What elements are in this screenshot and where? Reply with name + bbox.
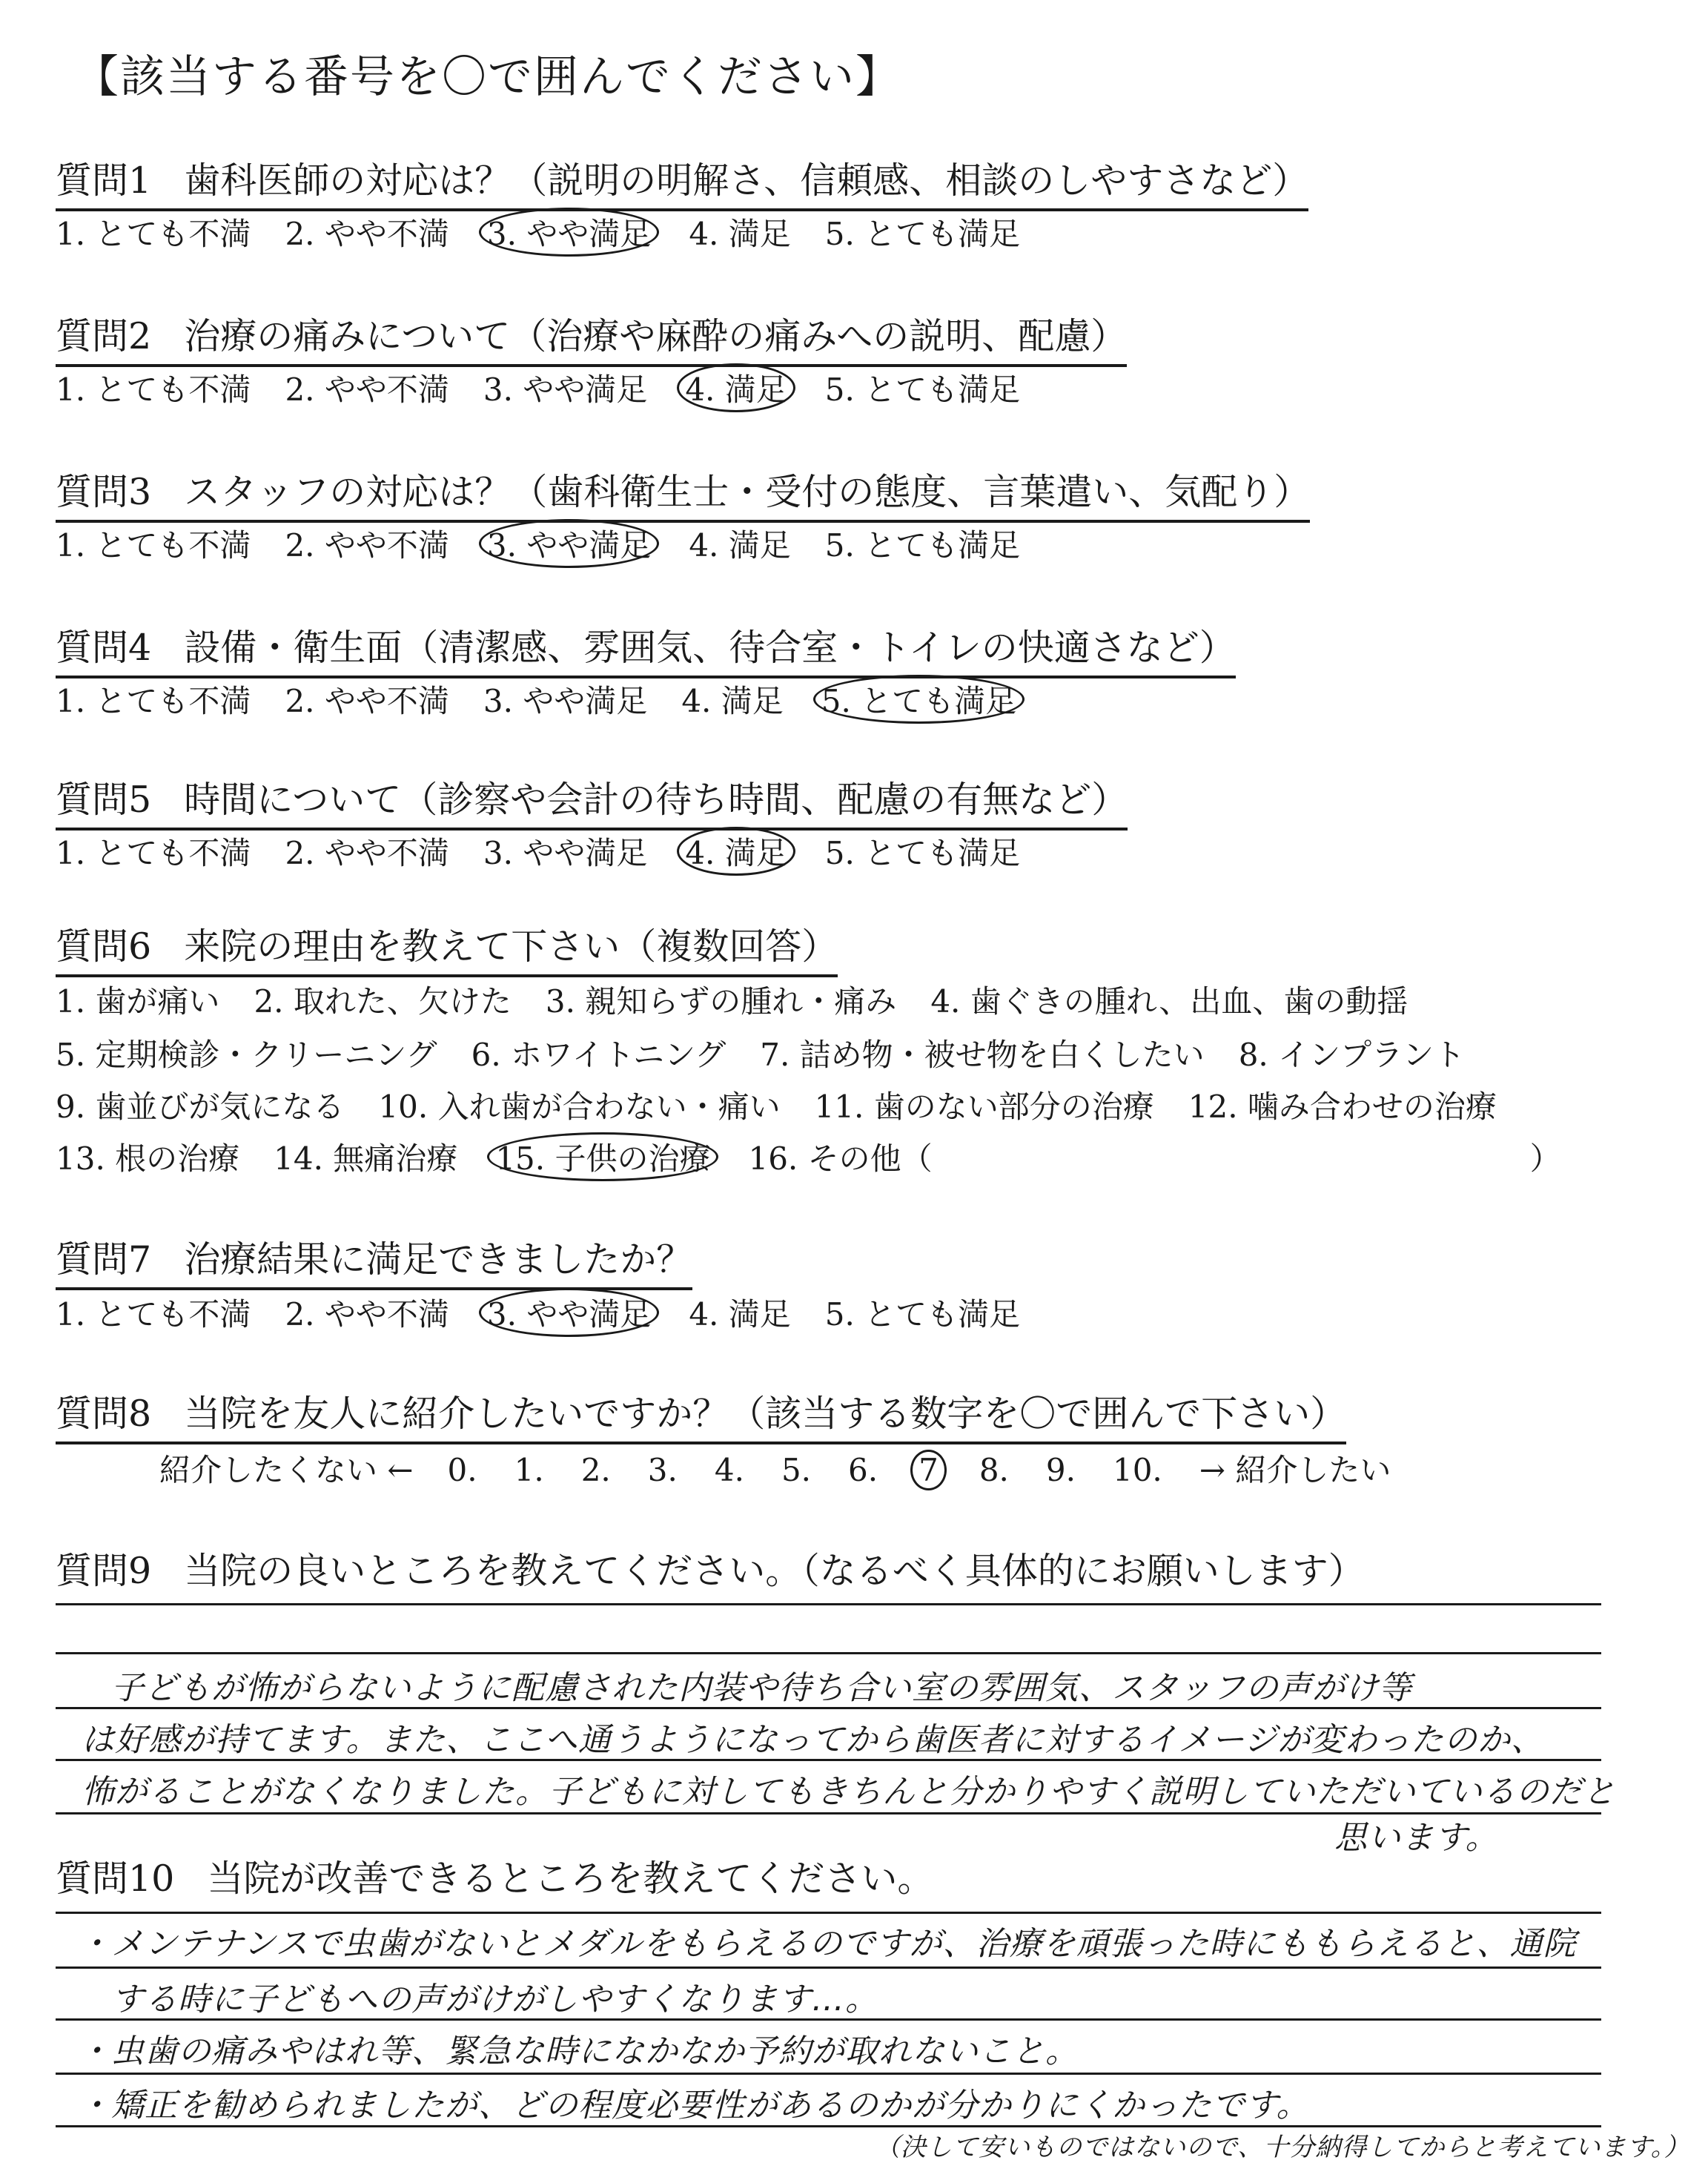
q1-option[interactable] bbox=[285, 210, 448, 254]
q9-answer-line: 子どもが怖がらないように配慮された内装や待ち合い室の雰囲気、スタッフの声がけ等 bbox=[111, 1669, 1412, 1707]
q6-options-row bbox=[56, 977, 1442, 1022]
q6-option-label: 4. 歯ぐきの腫れ、出血、歯の動揺 bbox=[930, 983, 1409, 1020]
q3-option-label: 1. とても不満 bbox=[56, 527, 251, 564]
q8-scale-value[interactable] bbox=[514, 1452, 544, 1488]
q7-option[interactable] bbox=[56, 1290, 251, 1335]
q3-option[interactable] bbox=[56, 521, 251, 566]
q8-scale-value[interactable] bbox=[979, 1452, 1009, 1488]
q3-heading bbox=[56, 463, 1310, 523]
q6-option-label: 1. 歯が痛い bbox=[56, 983, 220, 1020]
q8-scale-value[interactable] bbox=[1113, 1452, 1162, 1488]
q5-option-label: 1. とても不満 bbox=[56, 835, 251, 871]
q8-scale-value[interactable] bbox=[781, 1452, 811, 1488]
q3-option-label: 4. 満足 bbox=[689, 527, 791, 564]
q6-option[interactable] bbox=[56, 1083, 344, 1127]
q5-option-label: 2. やや不満 bbox=[285, 835, 449, 871]
q10-answer-line: する時に子どもへの声がけがしやすくなります…。 bbox=[111, 1981, 878, 2018]
q6-option[interactable] bbox=[1188, 1083, 1497, 1127]
q6-option[interactable] bbox=[930, 977, 1408, 1022]
q8-left-label: 紹介したくない ← bbox=[159, 1452, 414, 1488]
q2-option[interactable] bbox=[825, 366, 1020, 410]
q5-option[interactable] bbox=[56, 829, 251, 874]
q3-option-label: 3. やや満足 bbox=[479, 519, 659, 568]
q9-rule bbox=[56, 1603, 1601, 1605]
q6-option-label: 16. その他（ bbox=[748, 1140, 933, 1177]
q1-option[interactable] bbox=[56, 210, 251, 254]
q2-option-label: 5. とても満足 bbox=[824, 371, 1021, 408]
q2-option[interactable] bbox=[285, 366, 448, 410]
q4-option[interactable] bbox=[56, 677, 251, 721]
q8-scale-value[interactable] bbox=[848, 1452, 878, 1488]
q8-scale-label: 10. bbox=[1112, 1452, 1162, 1488]
q10-number: 質問10 bbox=[56, 1857, 175, 1900]
q6-option[interactable] bbox=[748, 1135, 932, 1179]
q4-option[interactable] bbox=[681, 677, 783, 721]
q8-scale-label: 7 bbox=[910, 1450, 947, 1490]
q2-option-label: 4. 満足 bbox=[677, 363, 795, 412]
q2-option-label: 1. とても不満 bbox=[56, 371, 251, 408]
q2-options bbox=[56, 366, 1054, 410]
q1-option-label: 5. とても満足 bbox=[824, 216, 1021, 252]
q5-option-circled[interactable] bbox=[681, 831, 790, 871]
q4-option-label: 2. やや不満 bbox=[285, 683, 449, 719]
q6-other-close-paren: ） bbox=[1529, 1140, 1561, 1177]
q8-scale-value[interactable] bbox=[648, 1452, 678, 1488]
q6-option-label: 2. 取れた、欠けた bbox=[254, 983, 512, 1020]
q1-number: 質問1 bbox=[56, 159, 152, 202]
q7-option[interactable] bbox=[285, 1290, 448, 1335]
q3-option-circled[interactable] bbox=[483, 524, 655, 564]
q6-options-row bbox=[56, 1135, 1595, 1179]
q8-scale-label: 5. bbox=[781, 1452, 812, 1488]
q7-option-label: 3. やや満足 bbox=[479, 1288, 659, 1337]
q10-heading bbox=[56, 1850, 933, 1902]
q3-number: 質問3 bbox=[56, 471, 152, 513]
q10-rule bbox=[56, 1912, 1601, 1914]
q10-answer-line: ・虫歯の痛みやはれ等、緊急な時になかなか予約が取れないこと。 bbox=[78, 2032, 1079, 2070]
q9-number: 質問9 bbox=[56, 1550, 152, 1592]
q1-option[interactable] bbox=[825, 210, 1020, 254]
q6-option-label: 3. 親知らずの腫れ・痛み bbox=[545, 983, 897, 1020]
q7-option-label: 1. とても不満 bbox=[56, 1296, 251, 1333]
q4-option[interactable] bbox=[483, 677, 647, 721]
q2-option-circled[interactable] bbox=[681, 368, 790, 408]
q3-option[interactable] bbox=[689, 521, 790, 566]
q8-scale-label: 1. bbox=[514, 1452, 544, 1488]
q5-text: 時間について（診察や会計の待ち時間、配慮の有無など） bbox=[184, 779, 1128, 821]
q8-scale-label: 9. bbox=[1045, 1452, 1076, 1488]
q6-option-label: 6. ホワイトニング bbox=[471, 1037, 726, 1073]
q3-options bbox=[56, 521, 1054, 566]
q4-option[interactable] bbox=[285, 677, 448, 721]
q6-option[interactable] bbox=[56, 1031, 437, 1075]
q4-heading bbox=[56, 619, 1236, 678]
q7-option[interactable] bbox=[689, 1290, 790, 1335]
q2-number: 質問2 bbox=[56, 315, 152, 357]
q5-option-label: 5. とても満足 bbox=[824, 835, 1021, 871]
q9-answer-line: 思います。 bbox=[1334, 1819, 1499, 1857]
q6-option-label: 9. 歯並びが気になる bbox=[56, 1089, 345, 1125]
q10-answer-note: （決して安いものではないので、十分納得してからと考えています。） bbox=[875, 2133, 1690, 2162]
q6-text: 来院の理由を教えて下さい（複数回答） bbox=[184, 925, 838, 968]
q6-number: 質問6 bbox=[56, 925, 152, 968]
q6-option[interactable] bbox=[546, 977, 896, 1022]
q1-option-label: 2. やや不満 bbox=[285, 216, 449, 252]
q5-option-label: 4. 満足 bbox=[677, 827, 795, 876]
q1-option-label: 4. 満足 bbox=[689, 216, 791, 252]
q4-option-label: 4. 満足 bbox=[681, 683, 784, 719]
q6-heading bbox=[56, 918, 838, 977]
q8-scale-row bbox=[159, 1446, 1425, 1490]
q6-option-label: 14. 無痛治療 bbox=[274, 1140, 458, 1177]
q1-option-label: 3. やや満足 bbox=[479, 208, 659, 257]
q3-option[interactable] bbox=[285, 521, 448, 566]
q2-heading bbox=[56, 308, 1127, 367]
q5-number: 質問5 bbox=[56, 779, 152, 821]
q10-answer-line: ・メンテナンスで虫歯がないとメダルをもらえるのですが、治療を頑張った時にももらえると、通院 bbox=[78, 1925, 1577, 1963]
q6-option[interactable] bbox=[378, 1083, 780, 1127]
q7-number: 質問7 bbox=[56, 1238, 152, 1281]
q5-option[interactable] bbox=[483, 829, 647, 874]
q8-heading bbox=[56, 1385, 1346, 1444]
q10-text: 当院が改善できるところを教えてください。 bbox=[207, 1857, 934, 1900]
q6-option-label: 13. 根の治療 bbox=[56, 1140, 240, 1177]
q8-scale-value[interactable] bbox=[581, 1452, 611, 1488]
q6-option[interactable] bbox=[56, 1135, 239, 1179]
q7-option-label: 5. とても満足 bbox=[824, 1296, 1021, 1333]
q4-option-circled[interactable] bbox=[818, 679, 1020, 719]
q7-option-label: 4. 満足 bbox=[689, 1296, 791, 1333]
q3-option-label: 5. とても満足 bbox=[824, 527, 1021, 564]
q6-option-label: 5. 定期検診・クリーニング bbox=[56, 1037, 437, 1073]
q6-option[interactable] bbox=[254, 977, 511, 1022]
q7-heading bbox=[56, 1231, 692, 1290]
q5-options bbox=[56, 829, 1054, 874]
q6-option-label: 11. 歯のない部分の治療 bbox=[814, 1089, 1154, 1125]
q8-scale-label: 6. bbox=[848, 1452, 878, 1488]
q6-option[interactable] bbox=[1239, 1031, 1465, 1075]
q10-rule bbox=[56, 1966, 1601, 1969]
q2-text: 治療の痛みについて（治療や麻酔の痛みへの説明、配慮） bbox=[184, 315, 1128, 357]
q1-text: 歯科医師の対応は？（説明の明解さ、信頼感、相談のしやすさなど） bbox=[184, 159, 1309, 202]
q5-option[interactable] bbox=[825, 829, 1020, 874]
q7-option-circled[interactable] bbox=[483, 1292, 655, 1333]
q6-option-label: 8. インプラント bbox=[1238, 1037, 1466, 1073]
q4-options bbox=[56, 677, 1054, 721]
q5-option[interactable] bbox=[285, 829, 448, 874]
q6-option-label: 7. 詰め物・被せ物を白くしたい bbox=[760, 1037, 1205, 1073]
q7-text: 治療結果に満足できましたか？ bbox=[184, 1238, 693, 1281]
q6-options-row bbox=[56, 1083, 1531, 1127]
q8-scale-label: 8. bbox=[979, 1452, 1009, 1488]
q10-answer-line: ・矯正を勧められましたが、どの程度必要性があるのかが分かりにくかったです。 bbox=[78, 2087, 1310, 2124]
q9-answer-line: 怖がることがなくなりました。子どもに対してもきちんと分かりやすく説明していただいているのだと bbox=[82, 1773, 1616, 1811]
q3-option-label: 2. やや不満 bbox=[285, 527, 449, 564]
q1-options bbox=[56, 210, 1054, 254]
q6-option[interactable] bbox=[274, 1135, 457, 1179]
q6-option[interactable] bbox=[56, 977, 219, 1022]
q6-option-circled[interactable] bbox=[491, 1137, 714, 1177]
q7-option[interactable] bbox=[825, 1290, 1020, 1335]
q3-text: スタッフの対応は？（歯科衛生士・受付の態度、言葉遣い、気配り） bbox=[184, 471, 1311, 513]
q8-right-label: → 紹介したい bbox=[1199, 1452, 1391, 1488]
q7-option-label: 2. やや不満 bbox=[285, 1296, 449, 1333]
q8-scale-value[interactable] bbox=[1046, 1452, 1076, 1488]
q7-options bbox=[56, 1290, 1054, 1335]
q6-option-label: 10. 入れ歯が合わない・痛い bbox=[378, 1089, 781, 1125]
q9-heading bbox=[56, 1542, 1365, 1594]
q8-text: 当院を友人に紹介したいですか？（該当する数字を〇で囲んで下さい） bbox=[184, 1393, 1347, 1435]
q8-scale-label: 2. bbox=[580, 1452, 611, 1488]
q5-option-label: 3. やや満足 bbox=[483, 835, 648, 871]
q2-option-label: 2. やや不満 bbox=[285, 371, 449, 408]
page-title: 【該当する番号を〇で囲んでください】 bbox=[74, 51, 901, 103]
q8-scale-value[interactable] bbox=[448, 1452, 477, 1488]
q8-scale-label: 4. bbox=[714, 1452, 744, 1488]
q4-number: 質問4 bbox=[56, 627, 152, 669]
q2-option-label: 3. やや満足 bbox=[483, 371, 648, 408]
q2-option[interactable] bbox=[56, 366, 251, 410]
q8-number: 質問8 bbox=[56, 1393, 152, 1435]
q6-option[interactable] bbox=[760, 1031, 1204, 1075]
q9-text: 当院の良いところを教えてください。（なるべく具体的にお願いします） bbox=[184, 1550, 1365, 1592]
q10-rule bbox=[56, 2073, 1601, 2075]
q6-option-label: 12. 噛み合わせの治療 bbox=[1188, 1089, 1497, 1125]
q8-scale-label: 0. bbox=[447, 1452, 477, 1488]
q2-option[interactable] bbox=[483, 366, 647, 410]
q8-scale-label: 3. bbox=[647, 1452, 678, 1488]
q6-option[interactable] bbox=[815, 1083, 1154, 1127]
q9-answer-line: は好感が持てます。また、ここへ通うようになってから歯医者に対するイメージが変わったのか、 bbox=[82, 1721, 1544, 1759]
q6-option[interactable] bbox=[471, 1031, 726, 1075]
q4-option-label: 1. とても不満 bbox=[56, 683, 251, 719]
q4-option-label: 5. とても満足 bbox=[813, 675, 1025, 724]
q3-option[interactable] bbox=[825, 521, 1020, 566]
q8-scale-value-circled[interactable] bbox=[915, 1452, 942, 1488]
q1-option-label: 1. とても不満 bbox=[56, 216, 251, 252]
q4-option-label: 3. やや満足 bbox=[483, 683, 648, 719]
q4-text: 設備・衛生面（清潔感、雰囲気、待合室・トイレの快適さなど） bbox=[184, 627, 1236, 669]
q1-option[interactable] bbox=[689, 210, 790, 254]
q6-option-label: 15. 子供の治療 bbox=[487, 1132, 718, 1181]
q8-scale-value[interactable] bbox=[715, 1452, 744, 1488]
q9-rule bbox=[56, 1652, 1601, 1654]
q1-heading bbox=[56, 152, 1308, 211]
q6-options-row bbox=[56, 1031, 1499, 1075]
q5-heading bbox=[56, 771, 1128, 830]
q1-option-circled[interactable] bbox=[483, 212, 655, 252]
